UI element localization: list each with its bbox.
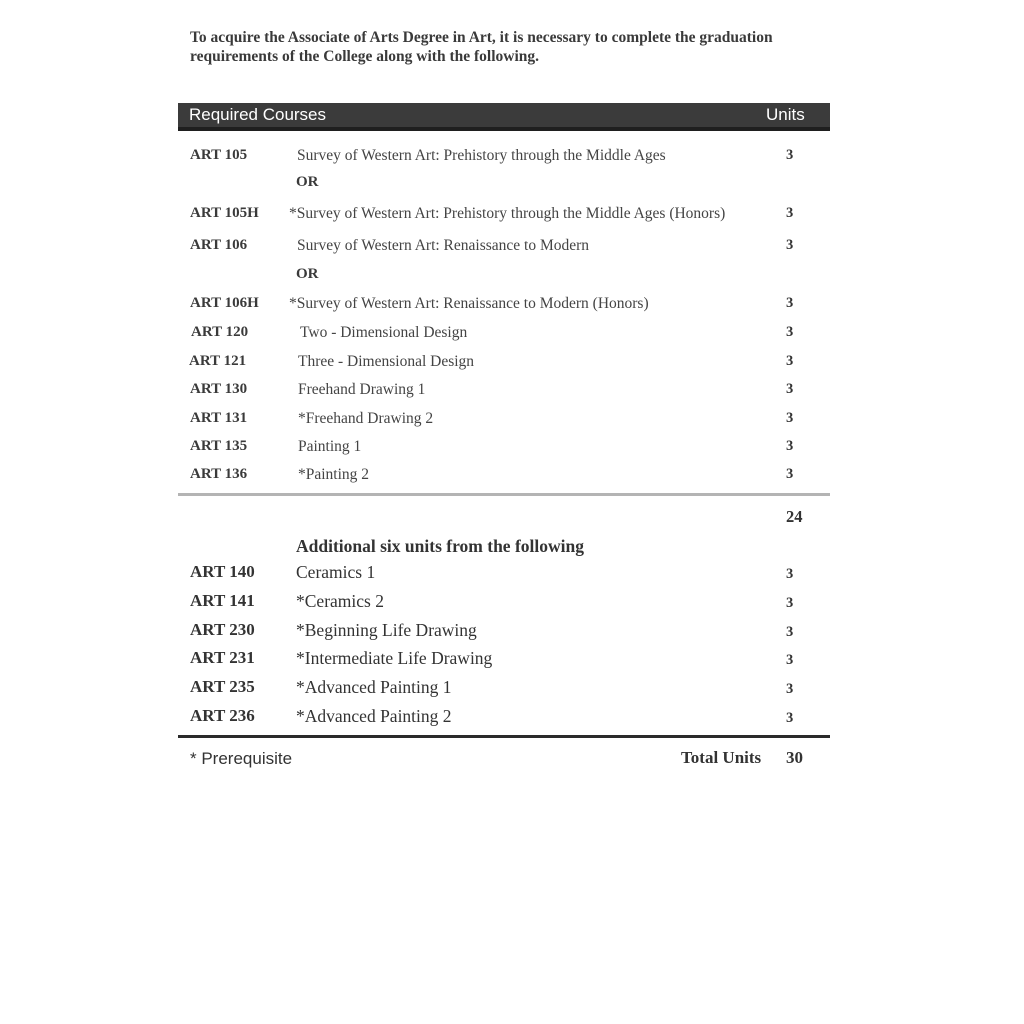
course-code: ART 106H [190, 295, 259, 311]
course-row [0, 438, 1024, 460]
course-units: 3 [786, 295, 794, 311]
course-row [0, 591, 1024, 613]
course-title: *Survey of Western Art: Renaissance to Modern (Honors) [289, 295, 649, 312]
course-row [0, 648, 1024, 670]
course-title: *Advanced Painting 1 [296, 677, 452, 697]
course-title: *Survey of Western Art: Prehistory through the Middle Ages (Honors) [289, 205, 726, 222]
course-code: ART 105H [190, 205, 259, 221]
course-row [0, 466, 1024, 488]
course-units: 3 [786, 595, 794, 611]
course-code: ART 235 [190, 677, 255, 696]
course-units: 3 [786, 652, 794, 668]
course-title: Survey of Western Art: Prehistory through the Middle Ages [297, 147, 666, 164]
or-label: OR [296, 266, 319, 282]
header-required-courses: Required Courses [189, 105, 327, 124]
required-subtotal: 24 [786, 507, 803, 526]
course-units: 3 [786, 381, 794, 397]
course-code: ART 140 [190, 562, 255, 581]
total-units-value: 30 [786, 748, 803, 767]
course-units: 3 [786, 624, 794, 640]
course-code: ART 135 [190, 438, 248, 454]
course-code: ART 136 [190, 466, 248, 482]
course-code: ART 230 [190, 620, 255, 639]
course-row [0, 410, 1024, 432]
prerequisite-footnote: * Prerequisite [190, 749, 293, 768]
section-divider [178, 493, 830, 496]
course-row [0, 237, 1024, 259]
table-header [178, 103, 830, 131]
course-code: ART 131 [190, 410, 248, 426]
course-title: Three - Dimensional Design [298, 353, 475, 370]
course-code: ART 105 [190, 147, 248, 163]
course-units: 3 [786, 205, 794, 221]
course-units: 3 [786, 566, 794, 582]
course-row [0, 381, 1024, 403]
course-code: ART 231 [190, 648, 255, 667]
course-units: 3 [786, 237, 794, 253]
course-title: *Ceramics 2 [296, 591, 384, 611]
additional-heading: Additional six units from the following [296, 536, 584, 556]
course-code: ART 236 [190, 706, 255, 725]
course-units: 3 [786, 438, 794, 454]
course-units: 3 [786, 353, 794, 369]
course-row [0, 677, 1024, 699]
course-units: 3 [786, 324, 794, 340]
course-row [0, 620, 1024, 642]
header-units: Units [766, 105, 805, 124]
course-units: 3 [786, 710, 794, 726]
course-code: ART 141 [190, 591, 255, 610]
course-units: 3 [786, 410, 794, 426]
course-code: ART 130 [190, 381, 248, 397]
course-units: 3 [786, 147, 794, 163]
course-title: *Beginning Life Drawing [296, 620, 477, 640]
course-title: *Advanced Painting 2 [296, 706, 452, 726]
or-label: OR [296, 174, 319, 190]
course-row [0, 147, 1024, 169]
course-code: ART 121 [189, 353, 247, 369]
course-title: Two - Dimensional Design [300, 324, 468, 341]
course-code: ART 106 [190, 237, 248, 253]
course-row [0, 562, 1024, 584]
course-title: Freehand Drawing 1 [298, 381, 426, 398]
course-title: *Painting 2 [298, 466, 370, 483]
course-title: *Intermediate Life Drawing [296, 648, 493, 668]
course-title: Survey of Western Art: Renaissance to Modern [297, 237, 590, 254]
course-title: Ceramics 1 [296, 562, 376, 582]
course-row [0, 706, 1024, 728]
course-row [0, 205, 1024, 227]
course-code: ART 120 [191, 324, 249, 340]
course-row [0, 324, 1024, 346]
course-title: *Freehand Drawing 2 [298, 410, 434, 427]
total-divider [178, 735, 830, 738]
course-row [0, 295, 1024, 317]
course-units: 3 [786, 466, 794, 482]
course-title: Painting 1 [298, 438, 362, 455]
intro-text: To acquire the Associate of Arts Degree in Art, it is necessary to complete the graduation requirements of the College along with the following. [190, 29, 773, 65]
course-row [0, 353, 1024, 375]
course-units: 3 [786, 681, 794, 697]
total-units-label: Total Units [681, 748, 762, 767]
